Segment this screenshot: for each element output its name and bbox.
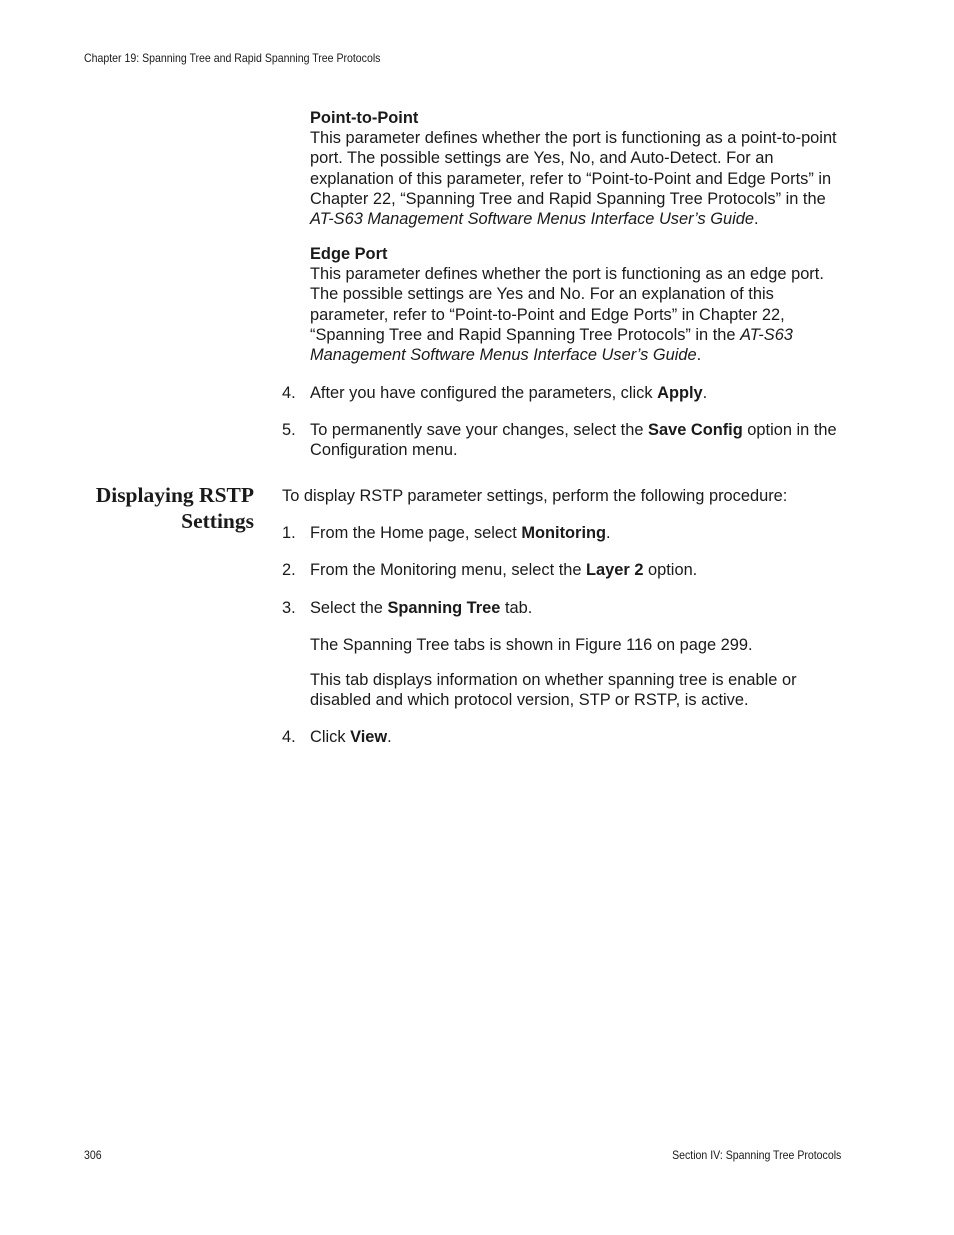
step-note: This tab displays information on whether spanning tree is enable or disabled and which protocol version, STP or RSTP, is active. (310, 671, 797, 710)
list-item: 4. After you have configured the parameters, click Apply. (282, 384, 708, 402)
list-item: 3. Select the Spanning Tree tab. (282, 599, 533, 617)
param-description: This parameter defines whether the port is functioning as an edge port. The possible settings are Yes and No. For an explanation of this parameter, refer to “Point-to-Point and Edge Ports” in Chapter 22, “Spanning Tree and Rapid Spanning Tree Protocols” in the AT-S63 Management Software Menus Interface User’s Guide. (310, 265, 824, 365)
list-item: 2. From the Monitoring menu, select the Layer 2 option. (282, 561, 698, 579)
param-point-to-point (310, 108, 850, 229)
running-header: Chapter 19: Spanning Tree and Rapid Spanning Tree Protocols (84, 51, 381, 65)
running-footer: Section IV: Spanning Tree Protocols (671, 1148, 841, 1162)
list-item: 1. From the Home page, select Monitoring. (282, 524, 611, 542)
guide-title: AT-S63 Management Software Menus Interface User’s Guide (310, 210, 754, 229)
guide-title: AT-S63 Management Software Menus Interface User’s Guide (310, 325, 793, 365)
section-intro: To display RSTP parameter settings, perform the following procedure: (282, 487, 788, 505)
param-description: This parameter defines whether the port is functioning as a point-to-point port. The possible settings are Yes, No, and Auto-Detect. For an explanation of this parameter, refer to “Point-to-Point and Edge Ports” in Chapter 22, “Spanning Tree and Rapid Spanning Tree Protocols” in the AT-S63 Management Software Menus Interface User’s Guide. (310, 129, 837, 229)
param-edge-port (310, 244, 850, 365)
step-note: The Spanning Tree tabs is shown in Figure 116 on page 299. (310, 636, 753, 654)
param-term: Point-to-Point (310, 109, 419, 127)
page-number: 306 (84, 1148, 102, 1162)
section-heading: Displaying RSTP Settings (95, 483, 254, 533)
param-term: Edge Port (310, 245, 388, 263)
list-item: 5. To permanently save your changes, select the Save Config option in the Configuration menu. (282, 421, 837, 460)
list-item: 4. Click View. (282, 728, 392, 746)
